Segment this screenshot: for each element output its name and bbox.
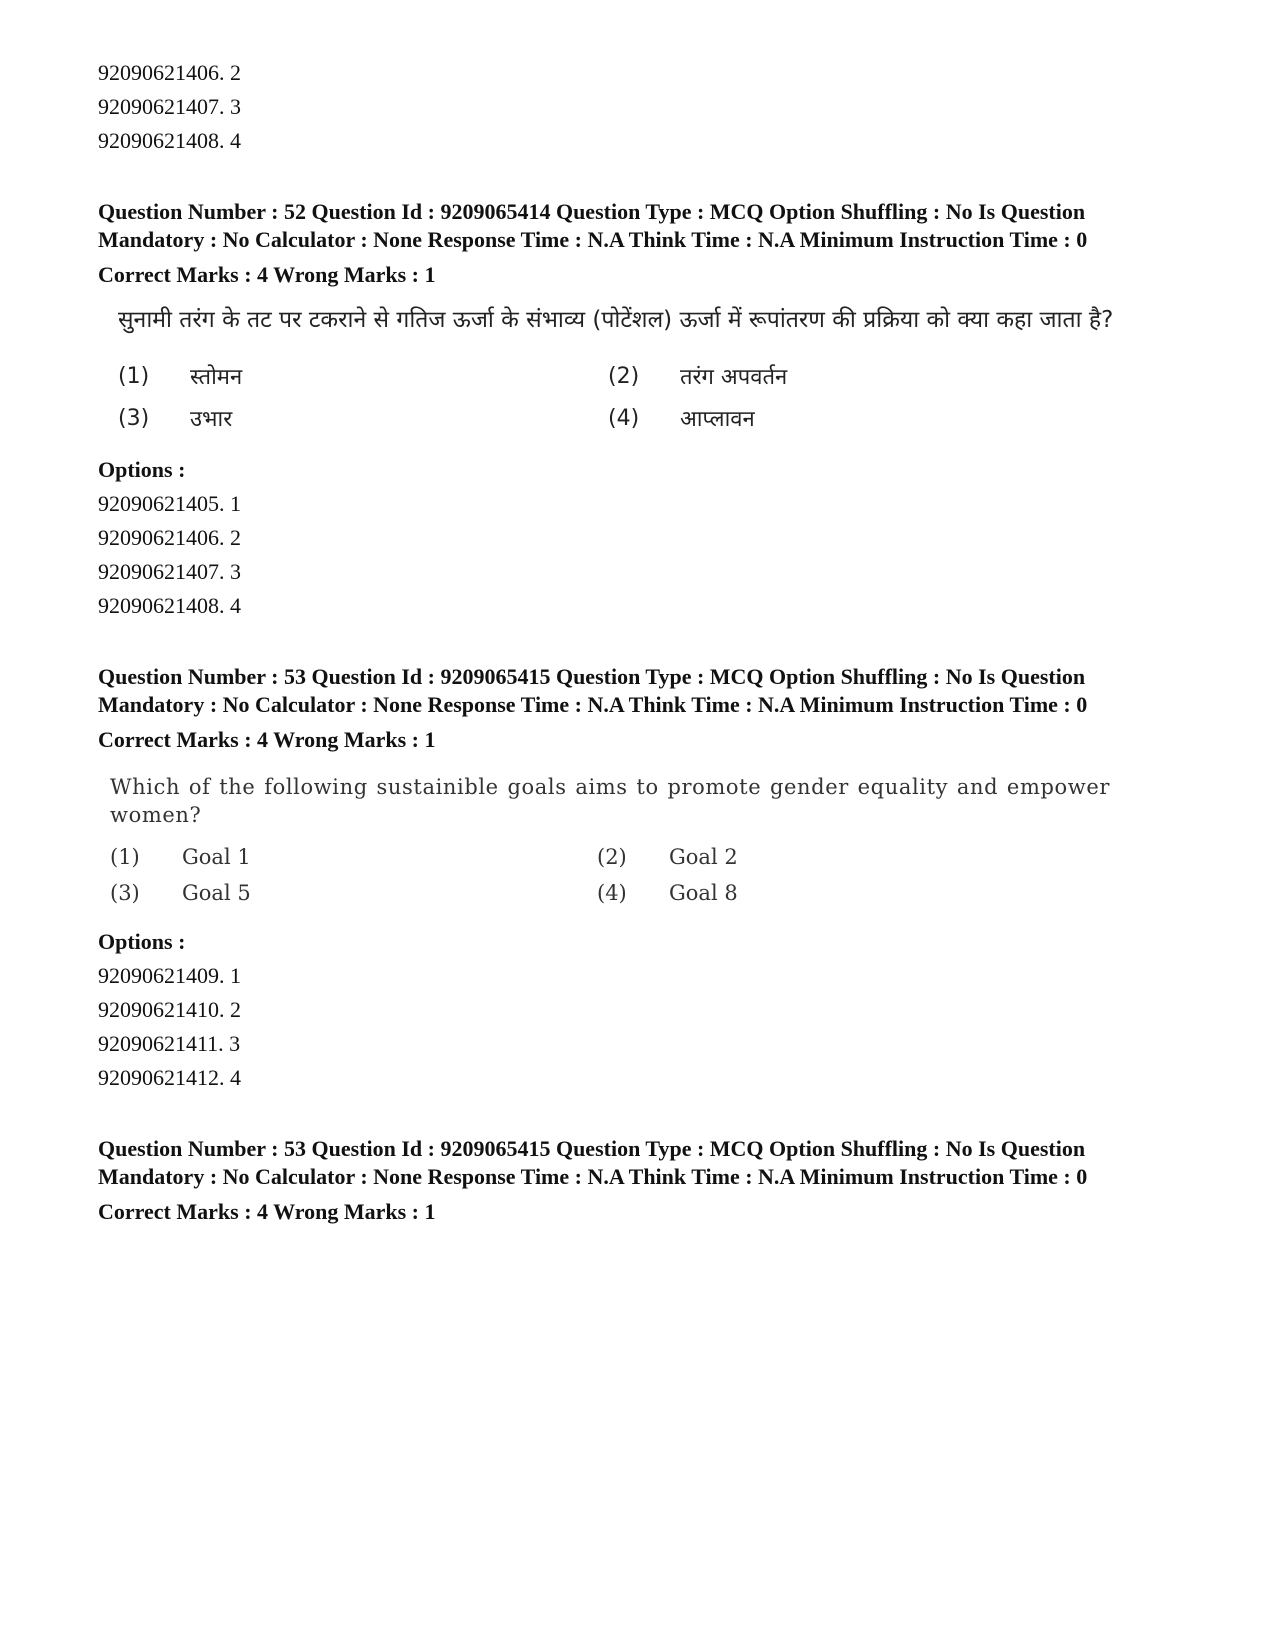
choice-text: तरंग अपवर्तन: [680, 365, 788, 390]
option-line: 92090621408. 4: [98, 128, 241, 153]
option-line: 92090621411. 3: [98, 1031, 241, 1056]
choice-3: [110, 881, 597, 905]
choice-1: [110, 845, 597, 869]
question-meta: Question Number : 52 Question Id : 9209065414 Question Type : MCQ Option Shuffling : No Is Question Mandatory : No Calculator : None Response Time : N.A Think Time : N.A Minimum Instruction Time : 0: [98, 199, 1088, 252]
question-53-repeat-block: [98, 1135, 1178, 1229]
choice-number: (1): [118, 363, 150, 389]
question-choices: [118, 361, 1118, 433]
question-meta: Question Number : 53 Question Id : 9209065415 Question Type : MCQ Option Shuffling : No Is Question Mandatory : No Calculator : None Response Time : N.A Think Time : N.A Minimum Instruction Time : 0: [98, 1136, 1088, 1189]
option-line: 92090621405. 1: [98, 491, 241, 516]
question-stem: सुनामी तरंग के तट पर टकराने से गतिज ऊर्जा के संभाव्य (पोटेंशल) ऊर्जा में रूपांतरण की प्रक्रिया को क्या कहा जाता है?: [118, 307, 1114, 333]
choice-3: [118, 403, 608, 433]
choice-text: Goal 8: [669, 881, 738, 905]
choice-number: (2): [608, 363, 640, 389]
option-line: 92090621406. 2: [98, 525, 241, 550]
choice-number: (3): [110, 881, 140, 905]
choice-text: उभार: [190, 407, 233, 432]
choice-number: (1): [110, 845, 140, 869]
choice-text: Goal 2: [669, 845, 738, 869]
question-stem: Which of the following sustainible goals aims to promote gender equality and empower women?: [110, 775, 1110, 827]
choice-number: (3): [118, 405, 150, 431]
choice-text: स्तोमन: [190, 365, 243, 390]
option-line: 92090621412. 4: [98, 1065, 241, 1090]
question-53-block: [98, 663, 1178, 1095]
choice-4: [597, 881, 1084, 905]
options-heading: Options :: [98, 457, 186, 482]
choice-2: [608, 361, 1098, 391]
question-marks: Correct Marks : 4 Wrong Marks : 1: [98, 727, 436, 752]
option-line: 92090621407. 3: [98, 559, 241, 584]
question-image-hindi: [118, 304, 1118, 433]
question-image-english: [110, 773, 1110, 905]
choice-text: Goal 1: [182, 845, 251, 869]
options-heading: Options :: [98, 929, 186, 954]
option-line: 92090621408. 4: [98, 593, 241, 618]
choice-number: (2): [597, 845, 627, 869]
option-line: 92090621409. 1: [98, 963, 241, 988]
question-marks: Correct Marks : 4 Wrong Marks : 1: [98, 1199, 436, 1224]
option-line: 92090621407. 3: [98, 94, 241, 119]
option-line: 92090621410. 2: [98, 997, 241, 1022]
choice-text: Goal 5: [182, 881, 251, 905]
choice-number: (4): [608, 405, 640, 431]
question-choices: [110, 845, 1110, 905]
question-marks: Correct Marks : 4 Wrong Marks : 1: [98, 262, 436, 287]
choice-2: [597, 845, 1084, 869]
document-page: [98, 56, 1178, 1229]
choice-number: (4): [597, 881, 627, 905]
choice-text: आप्लावन: [680, 407, 755, 432]
choice-1: [118, 361, 608, 391]
option-line: 92090621406. 2: [98, 60, 241, 85]
choice-4: [608, 403, 1098, 433]
question-meta: Question Number : 53 Question Id : 9209065415 Question Type : MCQ Option Shuffling : No Is Question Mandatory : No Calculator : None Response Time : N.A Think Time : N.A Minimum Instruction Time : 0: [98, 664, 1088, 717]
question-52-block: [98, 198, 1178, 623]
previous-options-list: [98, 56, 1178, 158]
